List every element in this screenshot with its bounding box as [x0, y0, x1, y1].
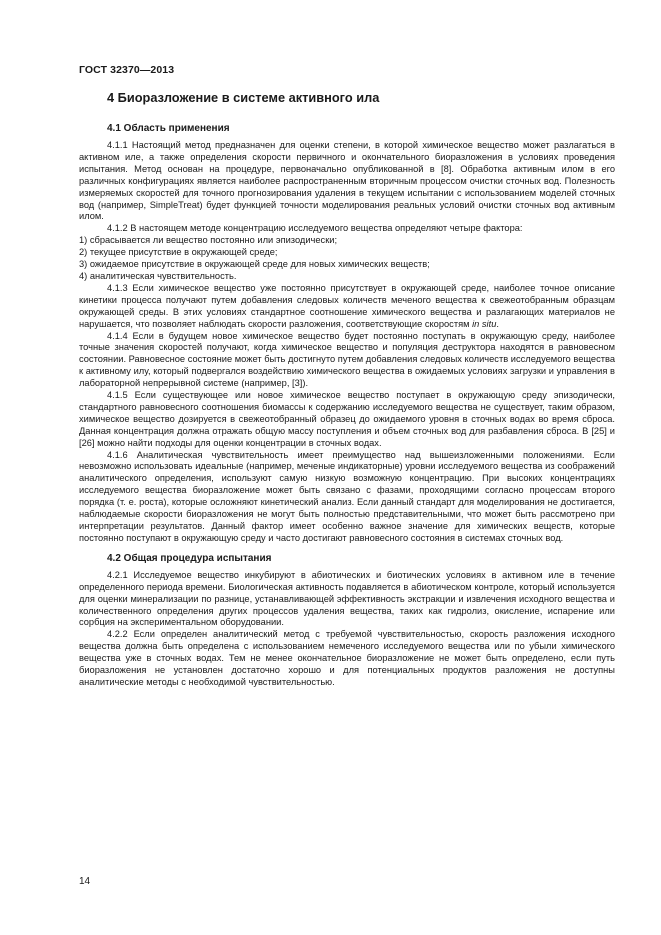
paragraph-4-1-4: 4.1.4 Если в будущем новое химическое вещество будет постоянно поступать в окружающую среду, наиболее точные значения скоростей получают, когда химическое вещество и популяция деструктора находятся в равновесном состоянии. Равновесное состояние может быть достигнуто путем добавления следовых количеств исследуемого вещества к активному илу, который подвергался воздействию химического вещества в ожидаемых условиях загрузки и управления в лабораторной непрерывной системе (например, [3]). — [79, 330, 615, 389]
paragraph-4-1-5: 4.1.5 Если существующее или новое химическое вещество поступает в окружающую среду эпизодически, стандартного равновесного соотношения биомассы к содержанию исследуемого вещества не существует, таким образом, химическое вещество дозируется в свежеотобранный образец до ожидаемого уровня в сточных водах во время сброса. Данная концентрация должна отражать общую массу поступления и объем сточных вод для разбавления сброса. В [25] и [26] можно найти подходы для оценки концентрации в сточных водах. — [79, 390, 615, 448]
paragraph-4-1-3-end: . — [496, 318, 499, 329]
in-situ-italic: in situ — [472, 318, 497, 329]
list-item: 4) аналитическая чувствительность. — [79, 270, 237, 281]
list-item: 1) сбрасывается ли вещество постоянно или эпизодически; — [79, 235, 338, 246]
paragraph-4-1-1: 4.1.1 Настоящий метод предназначен для оценки степени, в которой химическое вещество может разлагаться в активном иле, а также определения скорости первичного и окончательного биоразложения в условиях проведения испытания. Метод основан на процедуре, первоначально опубликованной в [8]. Обработка активным илом в его различных конфигурациях является наиболее распространенным вторичным процессом очистки сточных вод. Полезность измеряемых скоростей для точного прогнозирования удаления в текущем испытании с использованием моделей сточных вод (например, SimpleTreat) будет функцией точности моделирования реальных условий очистки сточных вод активным илом. — [79, 140, 615, 222]
document-header: ГОСТ 32370—2013 — [79, 64, 175, 76]
subsection-title-scope: 4.1 Область применения — [107, 123, 230, 134]
subsection-title-procedure: 4.2 Общая процедура испытания — [107, 552, 272, 564]
paragraph-4-2-1: 4.2.1 Исследуемое вещество инкубируют в абиотических и биотических условиях в активном иле в течение определенного периода времени. Биологическая активность подавляется в абиотическом контроле, который используется для оценки минерализации по разнице, устанавливающей эффективность экстракции и извлечения исходного вещества и количественного определения других процессов удаления вещества, таких как гидролиз, окисление, испарение или сорбция на экспериментальном оборудовании. — [79, 569, 615, 628]
paragraph-4-1-2: 4.1.2 В настоящем методе концентрацию исследуемого вещества определяют четыре фактора: — [107, 223, 523, 234]
paragraph-4-1-6: 4.1.6 Аналитическая чувствительность имеет преимущество над вышеизложенными положениями. Если невозможно использовать идеальные (например, меченые индикаторные) уровни исследуемого вещества из соображений аналитического определения, используют самую низкую возможную концентрацию. При высоких концентрациях исследуемого вещества биоразложение может быть связано с фазами, проходящими согласно процессам второго порядка (т. е. роста), которые осложняют кинетический анализ. Если данный стандарт для моделирования не достигается, наблюдаемые скорости биоразложения не могут быть полностью представительными, что может быть рассмотрено при интерпретации результатов. Данный фактор имеет особенно важное значение для химических веществ, которые постоянно поступают в окружающую среду и часто достигают равновесного состояния в системах сточных вод. — [79, 449, 615, 543]
list-item: 2) текущее присутствие в окружающей среде; — [79, 247, 278, 258]
paragraph-4-1-3-text: 4.1.3 Если химическое вещество уже постоянно присутствует в окружающей среде, наиболее точное описание кинетики процесса получают путем добавления следовых количеств меченого вещества к свежеотобранным образцам окружающей среды. В этих условиях стандартное соотношение химического вещества и разлагающих материалов не нарушается, что позволяет наблюдать скорости разложения, соответствующие скоростям — [79, 282, 615, 329]
paragraph-4-1-3 — [79, 283, 615, 331]
paragraph-4-2-2: 4.2.2 Если определен аналитический метод с требуемой чувствительностью, скорость разложения исходного вещества должна быть определена с использованием немеченого исследуемого вещества или по убыли химического вещества уже в сточных водах. Тем не менее окончательное биоразложение не может быть определено, если путь биоразложения не установлен достаточно хорошо и для потенциальных продуктов разложения не доступны аналитические методы с необходимой чувствительностью. — [79, 629, 615, 687]
page-number: 14 — [79, 876, 91, 887]
section-title: 4 Биоразложение в системе активного ила — [107, 90, 380, 105]
list-item: 3) ожидаемое присутствие в окружающей среде для новых химических веществ; — [79, 259, 430, 270]
document-body — [79, 90, 615, 689]
